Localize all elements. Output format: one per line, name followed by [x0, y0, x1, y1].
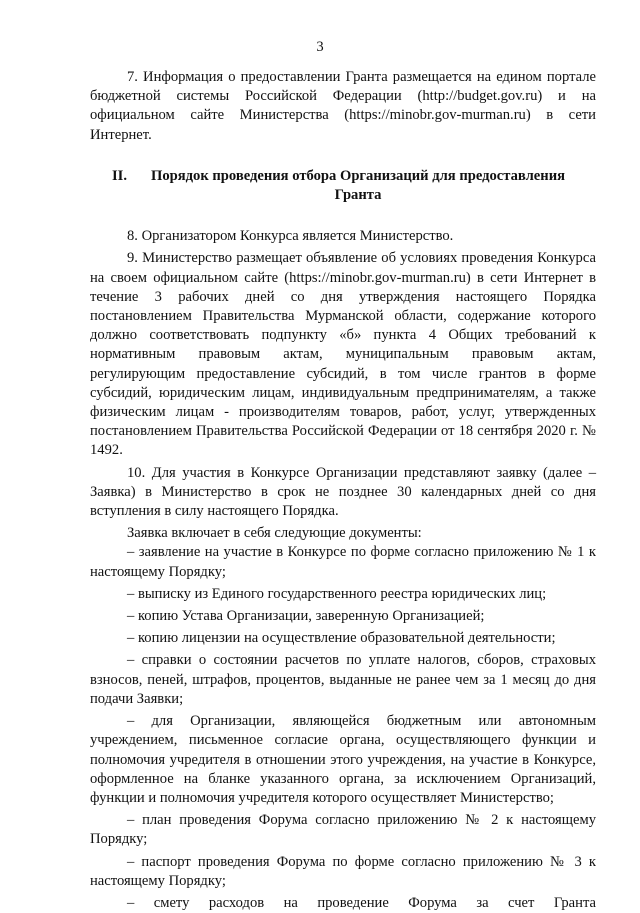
- list-intro: Заявка включает в себя следующие документы:: [127, 525, 422, 542]
- section-title: Порядок проведения отбора Организаций для предоставления Гранта: [150, 167, 565, 204]
- list-item: – план проведения Форума согласно приложению № 2 к настоящему Порядку;: [90, 812, 596, 848]
- list-item: – копию Устава Организации, заверенную Организацией;: [127, 608, 485, 625]
- section-heading: [90, 167, 596, 205]
- paragraph-9: 9. Министерство размещает объявление об условиях проведения Конкурса на своем официальном сайте (https://minobr.gov-murman.ru) в сети Интернет в течение 3 рабочих дней со дня утверждения настоящего Порядка постановлением Правительства Мурманской области, содержание которого должно соответствовать подпункту «б» пункта 4 Общих требований к нормативным правовым актам, муниципальным правовым актам, регулирующим предоставление субсидий, в том числе грантов в форме субсидий, юридическим лицам, индивидуальным предпринимателям, а также физическим лицам - производителям товаров, работ, услуг, утвержденных постановлением Правительства Российской Федерации от 18 сентября 2020 г. № 1492.: [90, 250, 596, 459]
- paragraph-7: 7. Информация о предоставлении Гранта размещается на едином портале бюджетной системы Российской Федерации (http://budget.gov.ru) и на официальном сайте Министерства (https://minobr.gov-murman.ru) в сети Интернет.: [90, 69, 596, 143]
- section-number: II.: [112, 167, 128, 184]
- page-number: 3: [316, 39, 324, 55]
- list-item: – заявление на участие в Конкурсе по форме согласно приложению № 1 к настоящему Порядку;: [90, 544, 596, 580]
- list-item: – паспорт проведения Форума по форме согласно приложению № 3 к настоящему Порядку;: [90, 853, 596, 889]
- list-item: – для Организации, являющейся бюджетным или автономным учреждением, письменное согласие органа, осуществляющего функции и полномочия учредителя в отношении этого учреждения, на участие в Конкурсе, оформленное на бланке указанного органа, за исключением Организаций, функции и полномочия учредителя которого осуществляет Министерство;: [90, 713, 596, 806]
- list-item: – смету расходов на проведение Форума за счет Гранта: [127, 894, 596, 911]
- list-item: – копию лицензии на осуществление образовательной деятельности;: [127, 630, 556, 647]
- list-item: – справки о состоянии расчетов по уплате налогов, сборов, страховых взносов, пеней, штрафов, процентов, выданные не ранее чем за 1 месяц до дня подачи Заявки;: [90, 652, 596, 707]
- list-item: – выписку из Единого государственного реестра юридических лиц;: [127, 585, 547, 602]
- paragraph-8: 8. Организатором Конкурса является Министерство.: [127, 228, 454, 245]
- paragraph-10: 10. Для участия в Конкурсе Организации представляют заявку (далее – Заявка) в Министерство в срок не позднее 30 календарных дней со дня вступления в силу настоящего Порядка.: [90, 464, 596, 520]
- document-body: [90, 68, 596, 913]
